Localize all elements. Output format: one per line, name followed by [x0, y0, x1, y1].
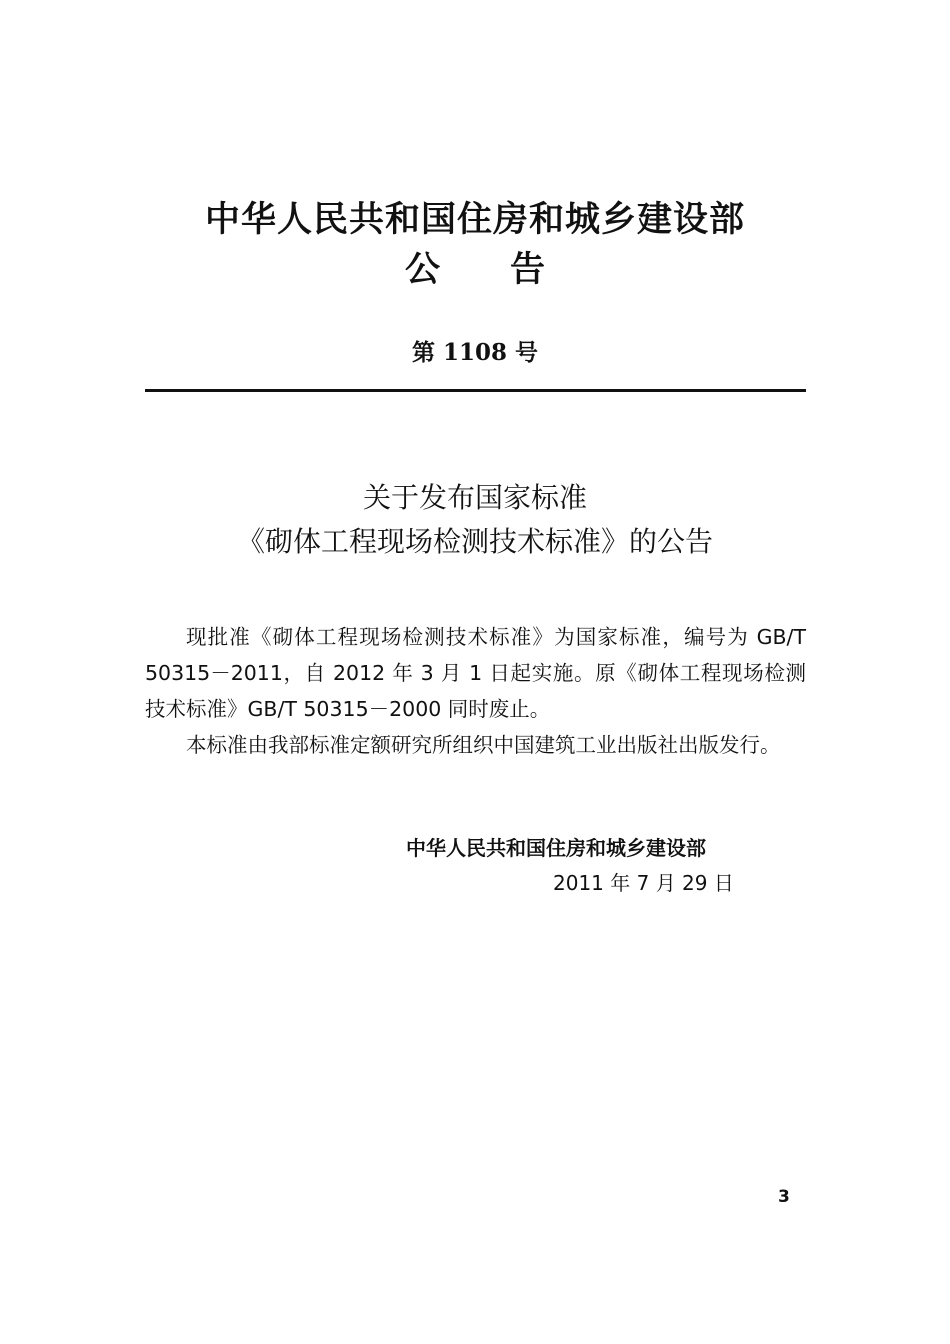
body-paragraph-1: 现批准《砌体工程现场检测技术标准》为国家标准，编号为 GB/T 50315－2011，自 2012 年 3 月 1 日起实施。原《砌体工程现场检测技术标准》GB/T 50315－2000 同时废止。	[145, 625, 806, 721]
body-paragraph-2: 本标准由我部标准定额研究所组织中国建筑工业出版社出版发行。	[186, 733, 781, 757]
announcement-title-line1: 关于发布国家标准	[362, 481, 587, 514]
header-divider	[145, 389, 806, 392]
signature-issuer: 中华人民共和国住房和城乡建设部	[406, 836, 706, 860]
announcement-title-line2: 《砌体工程现场检测技术标准》的公告	[236, 525, 713, 558]
announcement-number: 第 1108 号	[411, 339, 539, 366]
document-type: 公告	[404, 250, 615, 290]
signature-date: 2011 年 7 月 29 日	[553, 871, 734, 895]
page-number: 3	[778, 1187, 790, 1207]
issuer-title: 中华人民共和国住房和城乡建设部	[204, 200, 745, 240]
announcement-body	[145, 619, 806, 763]
